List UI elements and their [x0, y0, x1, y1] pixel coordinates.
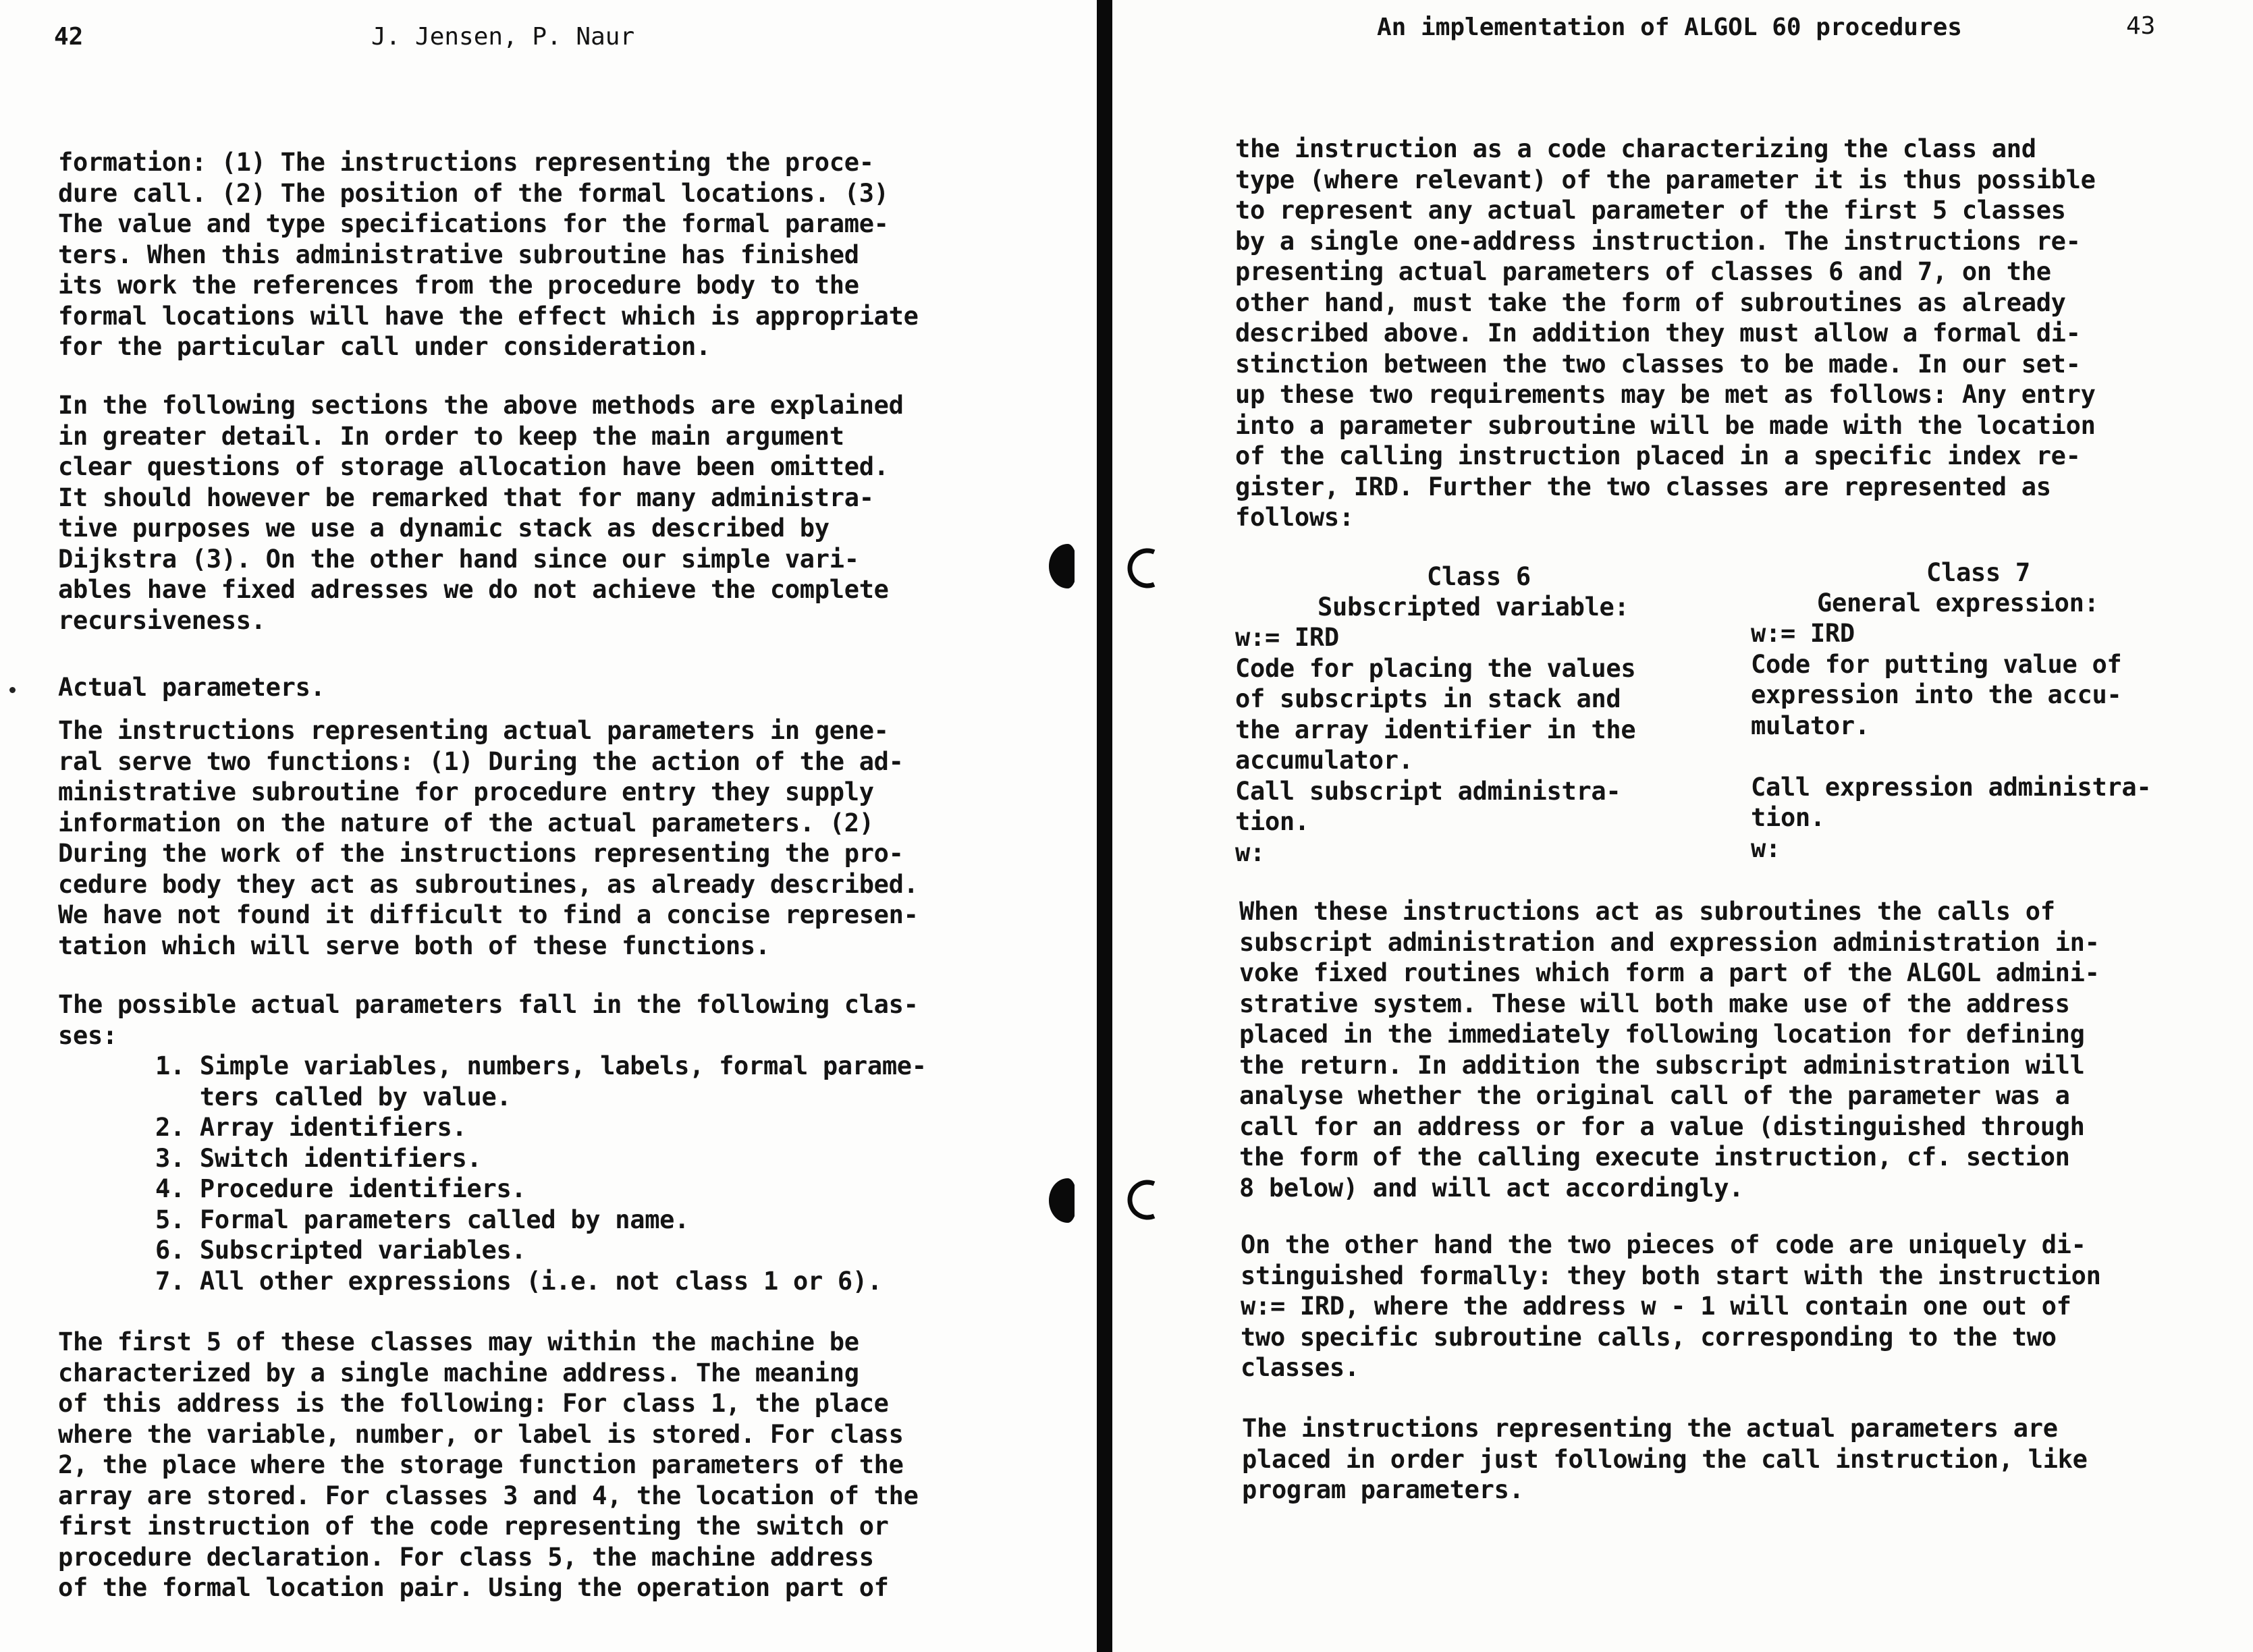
- class6-heading: Class 6: [1427, 562, 1531, 591]
- right-paragraph-1: the instruction as a code characterizing the class and type (where relevant) of the parameter it is thus possible to represent any actual parameter of the first 5 classes by a single one-address instruction. The instructions re- presenting actual parameters of classes 6 and 7, on the other hand, must take the form of subroutines as already described above. In addition they must allow a formal di- stinction between the two classes to be made. In our set- up these two requirements may be met as follows: Any entry into a parameter subroutine will be made with the location of the calling instruction placed in a specific index re- gister, IRD. Further the two classes are represented as follows:: [1235, 134, 2096, 532]
- class7-subheading: General expression:: [1817, 588, 2099, 617]
- right-paragraph-3: On the other hand the two pieces of code are uniquely di- stinguished formally: they both start with the instruction w:= IRD, where the address w - 1 will contain one out of two specific subroutine calls, corresponding to the two classes.: [1241, 1230, 2101, 1382]
- class6-code: w:= IRD Code for placing the values of subscripts in stack and the array identifier in the accumulator. Call subscript administra- tion. w:: [1235, 623, 1636, 867]
- left-paragraph-5: The first 5 of these classes may within the machine be characterized by a single machine address. The meaning of this address is the following: For class 1, the place where the variable, number, or label is stored. For class 2, the place where the storage function parameters of the array are stored. For classes 3 and 4, the location of the first instruction of the code representing the switch or procedure declaration. For class 5, the machine address of the formal location pair. Using the operation part of: [58, 1327, 919, 1602]
- left-paragraph-1: formation: (1) The instructions representing the proce- dure call. (2) The position of the formal locations. (3) The value and type specifications for the formal parame- ters. When this administrative subroutine has finished its work the references from the procedure body to the formal locations will have the effect which is appropriate for the particular call under consideration.: [58, 148, 919, 361]
- binder-hole-right-upper: [1119, 545, 1166, 593]
- left-page: [0, 0, 1097, 1652]
- running-head-left: J. Jensen, P. Naur: [371, 23, 635, 51]
- margin-bullet: [9, 687, 16, 693]
- class-list: 1. Simple variables, numbers, labels, formal parame- ters called by value. 2. Array identifiers. 3. Switch identifiers. 4. Procedure identifiers. 5. Formal parameters called by name. 6. Subscripted variables. 7. All other expressions (i.e. not class 1 or 6).: [155, 1051, 927, 1296]
- class7-heading: Class 7: [1926, 558, 2030, 587]
- binder-hole-left-lower: [1048, 1177, 1075, 1224]
- right-paragraph-4: The instructions representing the actual parameters are placed in order just following the call instruction, like program parameters.: [1242, 1414, 2088, 1504]
- binder-hole-right-lower: [1119, 1177, 1166, 1224]
- left-paragraph-3: The instructions representing actual parameters in gene- ral serve two functions: (1) During the action of the ad- ministrative subroutine for procedure entry they supply information on the nature of the actual parameters. (2) During the work of the instructions representing the pro- cedure body they act as subroutines, as already described. We have not found it difficult to find a concise represen- tation which will serve both of these functions.: [58, 716, 919, 960]
- right-page: [1112, 0, 2253, 1652]
- page-number-right: 43: [2126, 12, 2156, 40]
- left-paragraph-4: The possible actual parameters fall in the following clas- ses:: [58, 990, 919, 1050]
- binding-gutter: [1097, 0, 1112, 1652]
- running-head-right: An implementation of ALGOL 60 procedures: [1377, 13, 1962, 41]
- section-heading: Actual parameters.: [58, 673, 325, 702]
- binder-hole-left-upper: [1048, 543, 1075, 590]
- page-number-left: 42: [54, 23, 84, 51]
- class7-code: w:= IRD Code for putting value of expression into the accu- mulator. Call expression administra- tion. w:: [1751, 619, 2152, 863]
- right-paragraph-2: When these instructions act as subroutines the calls of subscript administration and expression administration in- voke fixed routines which form a part of the ALGOL admini- strative system. These will both make use of the address placed in the immediately following location for defining the return. In addition the subscript administration will analyse whether the original call of the parameter was a call for an address or for a value (distinguished through the form of the calling execute instruction, cf. section 8 below) and will act accordingly.: [1239, 897, 2100, 1203]
- left-paragraph-2: In the following sections the above methods are explained in greater detail. In order to keep the main argument clear questions of storage allocation have been omitted. It should however be remarked that for many administra- tive purposes we use a dynamic stack as described by Dijkstra (3). On the other hand since our simple vari- ables have fixed adresses we do not achieve the complete recursiveness.: [58, 391, 904, 635]
- class6-subheading: Subscripted variable:: [1318, 593, 1629, 622]
